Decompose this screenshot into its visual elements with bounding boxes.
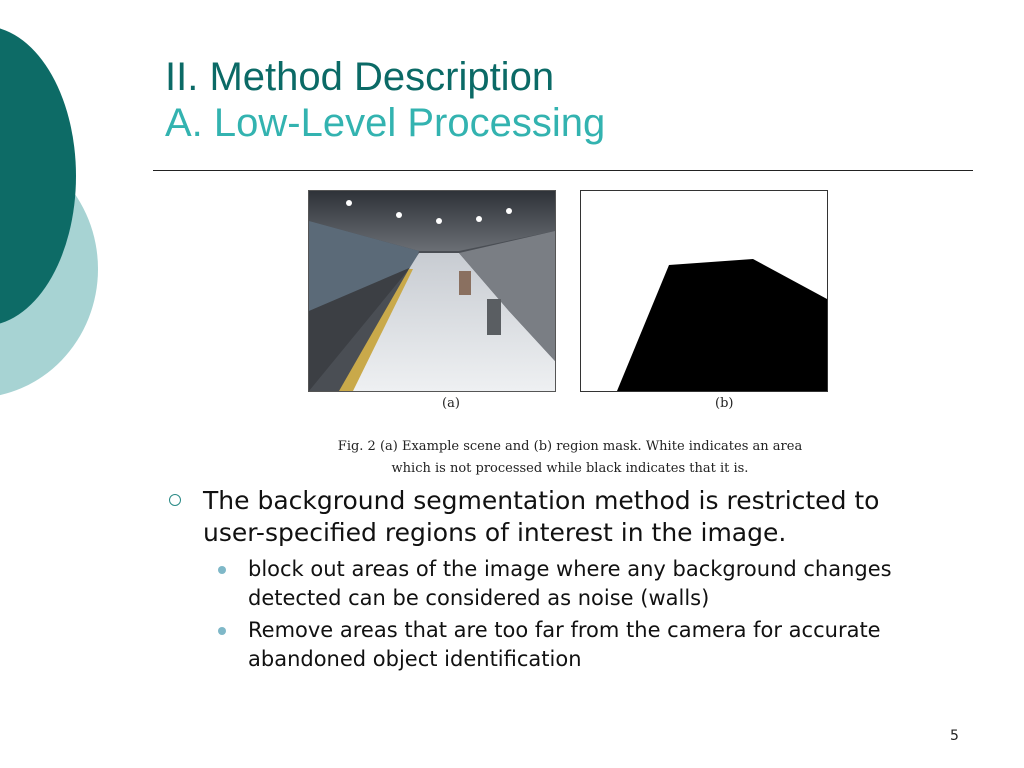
sub-bullet-text: Remove areas that are too far from the camera for accurate abandoned object identification <box>248 618 881 671</box>
dot-bullet-icon <box>218 566 226 574</box>
main-bullet <box>165 485 943 549</box>
hollow-circle-bullet-icon <box>169 494 181 506</box>
figure-label-b: (b) <box>715 396 734 411</box>
title-divider <box>153 170 973 171</box>
sub-bullet <box>165 616 958 674</box>
dot-bullet-icon <box>218 627 226 635</box>
figure <box>300 186 840 478</box>
caption-line-2: which is not processed while black indicates that it is. <box>391 461 749 476</box>
main-bullet-text: The background segmentation method is restricted to user-specified regions of interest in the image. <box>203 486 880 547</box>
slide-title: II. Method Description <box>165 55 555 99</box>
page-number: 5 <box>950 728 959 744</box>
figure-label-a: (a) <box>442 396 460 411</box>
figure-caption <box>300 436 840 480</box>
caption-line-1: Fig. 2 (a) Example scene and (b) region mask. White indicates an area <box>337 439 803 454</box>
slide-title-block <box>165 54 605 146</box>
example-scene-image <box>308 190 556 392</box>
sub-bullet <box>165 555 958 613</box>
bullet-list <box>165 485 965 677</box>
region-mask-image <box>580 190 828 392</box>
sub-bullet-list <box>165 555 965 674</box>
slide-subtitle: A. Low-Level Processing <box>165 101 606 145</box>
sub-bullet-text: block out areas of the image where any background changes detected can be considered as noise (walls) <box>248 557 892 610</box>
